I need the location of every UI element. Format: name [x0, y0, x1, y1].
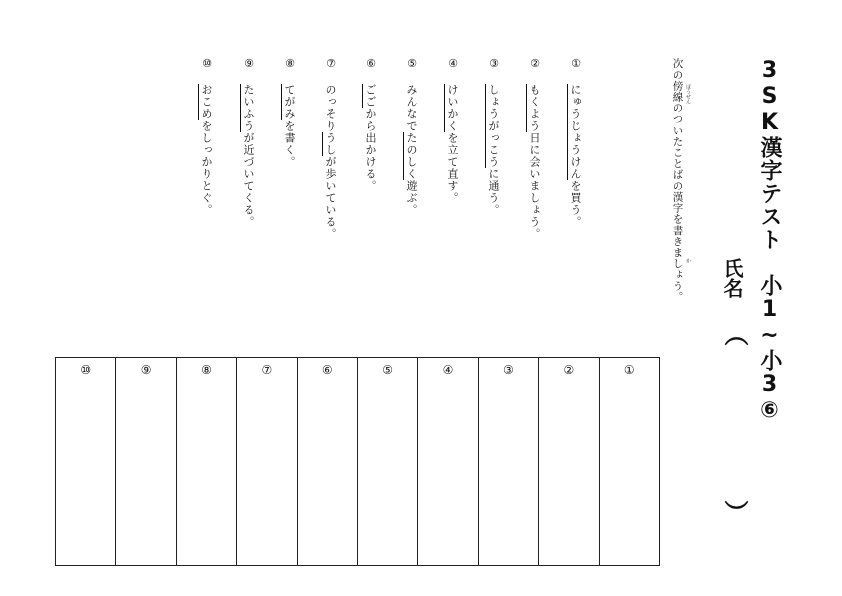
question-number: ① — [571, 57, 581, 70]
answer-box-9[interactable] — [116, 358, 176, 566]
answer-box-3[interactable] — [478, 358, 538, 566]
question-number: ⑦ — [326, 57, 336, 70]
answer-box-2[interactable] — [539, 358, 599, 566]
answer-table — [55, 357, 660, 566]
question-number: ③ — [489, 57, 499, 70]
question-number: ⑤ — [407, 57, 417, 70]
name-label: 氏名 — [720, 258, 744, 298]
answer-box-label: ⑥ — [321, 363, 333, 377]
answer-box-5[interactable] — [357, 358, 417, 566]
underlined-target: にゅうじょうけん — [569, 84, 582, 180]
question-number: ② — [530, 57, 540, 70]
question-text: にゅうじょうけんを買う。 — [569, 84, 582, 228]
answer-box-label: ⑤ — [382, 363, 394, 377]
underlined-target: しょうがっこう — [487, 84, 500, 168]
question-text: みんなでたのしく遊ぶ。 — [405, 84, 418, 216]
question-text: しょうがっこうに通う。 — [487, 84, 500, 216]
underlined-target: うし — [324, 132, 337, 156]
instruction-ruby-bousen: ぼうせん — [685, 84, 691, 104]
answer-box-label: ② — [563, 363, 575, 377]
answer-box-10[interactable] — [56, 358, 116, 566]
question-number: ⑧ — [285, 57, 295, 70]
underlined-target: もくよう — [528, 84, 541, 132]
answer-box-7[interactable] — [237, 358, 297, 566]
underlined-target: てがみ — [283, 84, 296, 120]
question-text: けいかくを立て直す。 — [446, 84, 459, 204]
underlined-target: おこめ — [200, 84, 213, 120]
answer-box-label: ⑦ — [261, 363, 273, 377]
underlined-target: たいふう — [242, 84, 255, 132]
question-text: おこめをしっかりとぐ。 — [200, 84, 213, 216]
question-text: もくよう日に会いましょう。 — [528, 84, 541, 240]
question-number: ④ — [448, 57, 458, 70]
answer-box-label: ① — [623, 363, 635, 377]
answer-box-8[interactable] — [176, 358, 236, 566]
underlined-target: ごご — [364, 84, 377, 108]
answer-box-label: ⑨ — [140, 363, 152, 377]
underlined-target: けいかく — [446, 84, 459, 132]
answer-box-4[interactable] — [418, 358, 478, 566]
answer-box-label: ⑧ — [201, 363, 212, 377]
answer-box-label: ③ — [503, 363, 514, 377]
answer-box-label: ⑩ — [80, 363, 92, 377]
question-text: たいふうが近づいてくる。 — [242, 84, 255, 228]
question-number: ⑩ — [202, 57, 212, 70]
name-paren-close: ） — [720, 500, 748, 524]
question-text: てがみを書く。 — [283, 84, 296, 168]
test-title: 3SK漢字テスト 小1~小3⑥ — [757, 58, 782, 424]
answer-box-1[interactable] — [599, 358, 659, 566]
question-text: ごごから出かける。 — [364, 84, 377, 192]
instruction-ruby-ka: か — [685, 258, 691, 263]
underlined-target: たのしく — [405, 132, 418, 180]
name-paren-open: （ — [720, 322, 748, 346]
question-text: のっそりうしが歩いている。 — [324, 84, 337, 240]
instruction-text: 次の傍線のついたことばの漢字を書きましょう。 — [671, 58, 684, 303]
question-number: ⑨ — [244, 57, 254, 70]
answer-box-6[interactable] — [297, 358, 357, 566]
answer-box-label: ④ — [442, 363, 454, 377]
question-number: ⑥ — [366, 57, 376, 70]
